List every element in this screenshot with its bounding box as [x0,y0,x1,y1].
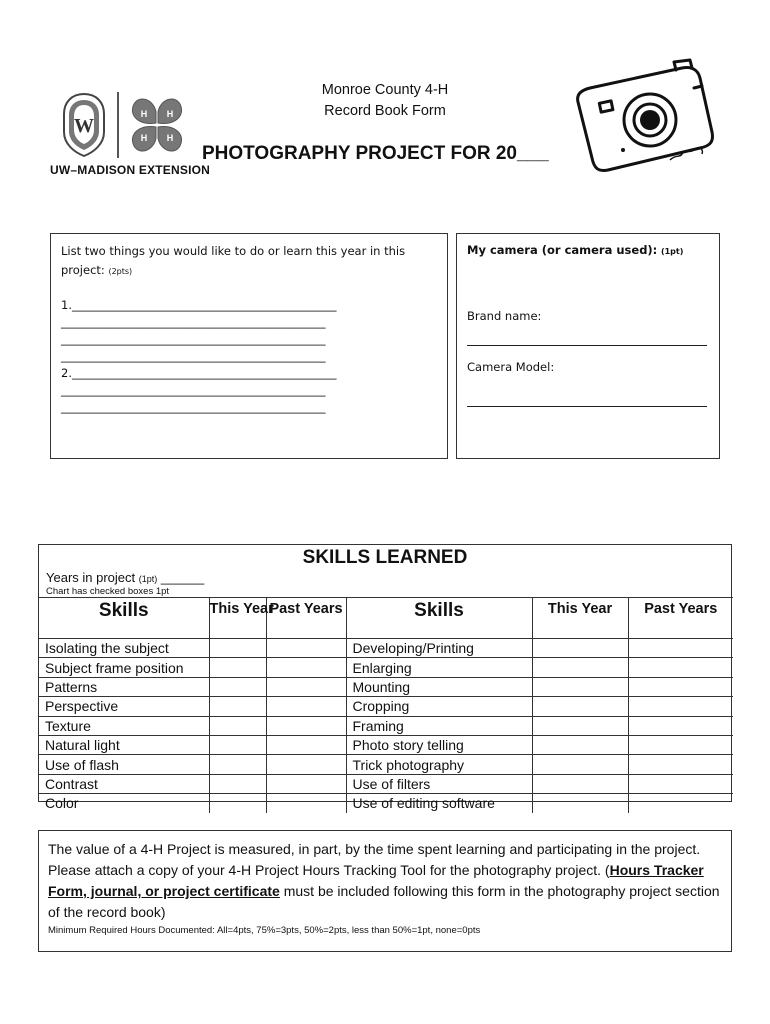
checkbox-this-year[interactable] [209,755,266,774]
skill-right: Mounting [346,677,532,696]
years-label: Years in project [46,570,136,585]
project-hours-note [38,830,732,952]
uw-crest-icon [62,92,106,158]
table-row [39,735,733,754]
table-row [39,658,733,677]
camera-model-field[interactable] [467,396,707,407]
skill-right: Framing [346,716,532,735]
checkbox-past-years[interactable] [628,735,733,754]
my-camera-box [456,233,720,459]
skill-left: Contrast [39,774,209,793]
skill-right: Developing/Printing [346,639,532,658]
chart-note: Chart has checked boxes 1pt [46,586,170,597]
form-type-line: Record Book Form [324,103,446,119]
camera-sketch-icon [570,58,720,180]
goals-lines [61,297,437,416]
checkbox-past-years[interactable] [628,794,733,813]
checkbox-past-years[interactable] [628,755,733,774]
skills-table [39,597,733,813]
checkbox-this-year[interactable] [532,755,628,774]
svg-text:H: H [140,109,148,119]
svg-text:H: H [166,109,174,119]
goals-prompt [61,242,437,281]
skill-left: Use of flash [39,755,209,774]
checkbox-this-year[interactable] [209,658,266,677]
checkbox-this-year[interactable] [532,716,628,735]
skills-title: SKILLS LEARNED [302,547,468,568]
camera-model-label: Camera Model: [467,360,555,374]
goals-points: (2pts) [108,267,133,276]
checkbox-this-year[interactable] [209,716,266,735]
project-hours-text [48,839,722,923]
svg-text:W: W [74,115,94,137]
skills-header-row [39,598,733,639]
checkbox-this-year[interactable] [532,639,628,658]
skill-left: Patterns [39,677,209,696]
goal-1-line[interactable]: ______________________________________________ [61,332,326,346]
logo-divider [117,92,119,158]
skills-learned-section [38,544,732,812]
checkbox-this-year[interactable] [532,658,628,677]
goal-2-line[interactable]: ______________________________________________ [61,383,326,397]
camera-points: (1pt) [660,247,684,256]
checkbox-past-years[interactable] [266,697,346,716]
goals-prompt-text: List two things you would like to do or learn this year in this project: [61,244,406,277]
skill-right: Cropping [346,697,532,716]
skill-left: Subject frame position [39,658,209,677]
checkbox-this-year[interactable] [209,697,266,716]
table-row [39,716,733,735]
checkbox-past-years[interactable] [628,677,733,696]
checkbox-this-year[interactable] [532,794,628,813]
goal-1-line[interactable]: ______________________________________________ [61,315,326,329]
camera-box-title-text: My camera (or camera used): [467,243,658,257]
checkbox-past-years[interactable] [628,639,733,658]
brand-name-field[interactable] [467,335,707,346]
checkbox-this-year[interactable] [532,735,628,754]
skill-left: Color [39,794,209,813]
checkbox-past-years[interactable] [628,716,733,735]
table-row [39,639,733,658]
svg-text:H: H [140,133,148,143]
this-year-header-left: This Year [209,598,266,639]
checkbox-past-years[interactable] [266,774,346,793]
skill-right: Photo story telling [346,735,532,754]
4h-clover-icon [122,92,192,158]
county-header [250,80,520,122]
svg-text:H: H [166,133,174,143]
skills-header-left: Skills [39,598,209,639]
checkbox-this-year[interactable] [209,774,266,793]
org-label: UW–MADISON EXTENSION [50,163,211,177]
brand-name-label: Brand name: [467,309,542,323]
checkbox-past-years[interactable] [266,735,346,754]
checkbox-this-year[interactable] [209,639,266,658]
skill-left: Natural light [39,735,209,754]
page-title: PHOTOGRAPHY PROJECT FOR 20___ [202,143,549,164]
skill-left: Isolating the subject [39,639,209,658]
past-years-header-right: Past Years [628,598,733,639]
goal-1-line[interactable]: ______________________________________________ [61,349,326,363]
checkbox-past-years[interactable] [266,755,346,774]
checkbox-past-years[interactable] [628,658,733,677]
goal-1-line[interactable]: 1.______________________________________________ [61,298,337,312]
years-blank[interactable]: ______ [160,570,205,585]
checkbox-this-year[interactable] [532,697,628,716]
years-in-project [46,570,204,585]
skill-right: Enlarging [346,658,532,677]
hours-text-part2: must be included following this form in the photography project section of the record book) [48,883,720,920]
skill-left: Perspective [39,697,209,716]
county-line: Monroe County 4-H [321,82,449,98]
this-year-header-right: This Year [532,598,628,639]
checkbox-this-year[interactable] [209,735,266,754]
table-row [39,677,733,696]
hours-text-part1: The value of a 4-H Project is measured, in part, by the time spent learning and participating in the project. Please attach a copy of your 4-H Project Hours Tracking Tool for the photography project. ( [48,841,701,878]
checkbox-past-years[interactable] [266,716,346,735]
years-points: (1pt) [138,574,158,584]
checkbox-past-years[interactable] [266,794,346,813]
goal-2-line[interactable]: ______________________________________________ [61,400,326,414]
checkbox-this-year[interactable] [209,794,266,813]
checkbox-past-years[interactable] [266,677,346,696]
checkbox-past-years[interactable] [628,697,733,716]
checkbox-past-years[interactable] [266,639,346,658]
skill-right: Use of editing software [346,794,532,813]
table-row [39,697,733,716]
checkbox-past-years[interactable] [266,658,346,677]
minimum-hours-scale: Minimum Required Hours Documented: All=4pts, 75%=3pts, 50%=2pts, less than 50%=1pt, none=0pts [48,925,481,936]
table-row [39,774,733,793]
table-row [39,794,733,813]
skill-left: Texture [39,716,209,735]
checkbox-this-year[interactable] [532,774,628,793]
checkbox-this-year[interactable] [209,677,266,696]
checkbox-this-year[interactable] [532,677,628,696]
checkbox-past-years[interactable] [628,774,733,793]
learning-goals-box [50,233,448,459]
camera-box-title [467,243,709,257]
hours-tracker-emphasis: Hours Tracker Form, journal, or project certificate [48,862,704,899]
skills-header-right: Skills [346,598,532,639]
skill-right: Use of filters [346,774,532,793]
goal-2-line[interactable]: 2.______________________________________________ [61,366,337,380]
skill-right: Trick photography [346,755,532,774]
table-row [39,755,733,774]
past-years-header-left: Past Years [266,598,346,639]
